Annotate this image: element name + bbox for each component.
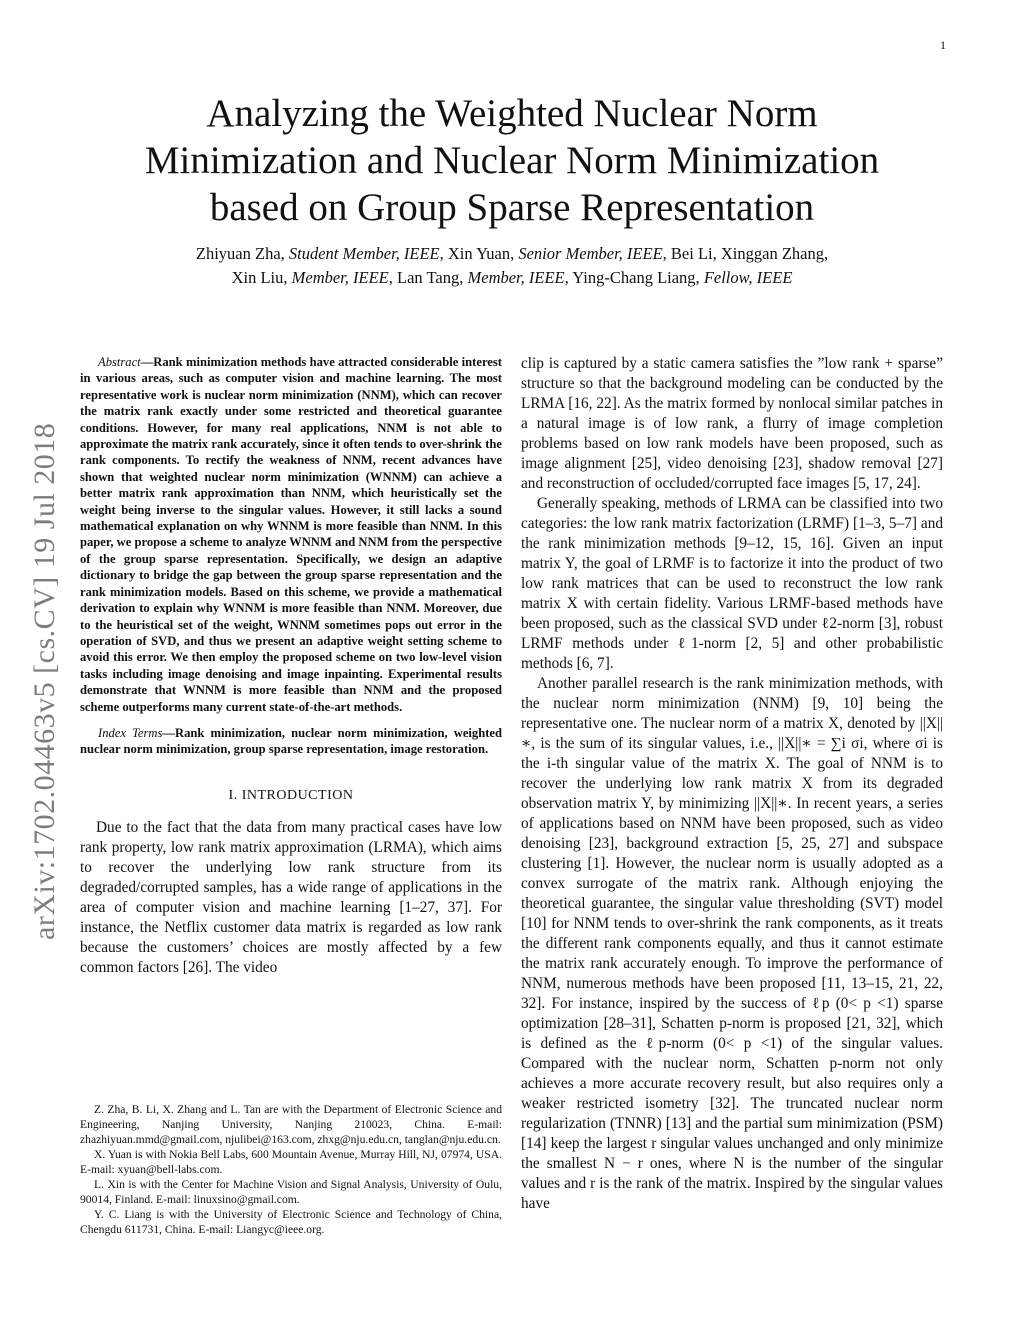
author-affiliation: Student Member, IEEE <box>288 244 440 263</box>
author-line-1 <box>110 242 914 266</box>
author-affiliation: Member, IEEE <box>291 268 389 287</box>
intro-paragraph: Due to the fact that the data from many practical cases have low rank property, low rank matrix approximation (LRMA), which aims to recover the underlying low rank structure from its degraded/corrupted samples, has a wide range of applications in the area of computer vision and machine learning [1–27, 37]. For instance, the Netflix customer data matrix is regarded as low rank because the customers’ choices are mostly affected by a few common factors [26]. The video <box>80 818 502 976</box>
author-line-2 <box>110 266 914 290</box>
author-text: , Xin Yuan, <box>439 244 519 263</box>
left-column <box>80 354 502 978</box>
author-affiliation: Fellow, IEEE <box>703 268 793 287</box>
section-heading: I. INTRODUCTION <box>228 787 354 803</box>
footnote: L. Xin is with the Center for Machine Vision and Signal Analysis, University of Oulu, 90014, Finland. E-mail: linuxsino@gmail.com. <box>80 1178 502 1206</box>
index-terms-text: —Rank minimization, nuclear norm minimization, weighted nuclear norm minimization, group sparse representation, image restoration. <box>80 725 502 757</box>
author-affiliation: Member, IEEE <box>467 268 565 287</box>
body-paragraph: Generally speaking, methods of LRMA can be classified into two categories: the low rank matrix factorization (LRMF) [1–3, 5–7] and the rank minimization methods [9–12, 15, 16]. Given an input matrix Y, the goal of LRMF is to factorize it into the product of two low rank matrices that can be used to reconstruct the low rank matrix X with certain fidelity. Various LRMF-based methods have been proposed, such as the classical SVD under ℓ2-norm [3], robust LRMF methods under ℓ1-norm [2, 5] and other probabilistic methods [6, 7]. <box>521 495 943 672</box>
arxiv-stamp: arXiv:1702.04463v5 [cs.CV] 19 Jul 2018 <box>28 422 61 940</box>
index-terms <box>80 725 502 758</box>
body-paragraph: clip is captured by a static camera satisfies the ”low rank + sparse” structure so that the background modeling can be conducted by the LRMA [16, 22]. As the matrix formed by nonlocal similar patches in a natural image is of low rank, a flurry of image completion problems based on low rank models have been proposed, such as image alignment [25], video denoising [23], shadow removal [27] and reconstruction of occluded/corrupted face images [5, 17, 24]. <box>521 355 943 492</box>
footnotes <box>80 1102 502 1237</box>
author-text: , Bei Li, Xinggan Zhang, <box>662 244 829 263</box>
page-number: 1 <box>940 38 946 52</box>
right-column <box>521 354 943 1214</box>
footnote: Y. C. Liang is with the University of Electronic Science and Technology of China, Chengdu 611731, China. E-mail: Liangyc@ieee.org. <box>80 1208 502 1236</box>
author-text: , Lan Tang, <box>388 268 468 287</box>
author-affiliation: Senior Member, IEEE <box>518 244 663 263</box>
index-terms-label: Index Terms <box>98 725 163 740</box>
body-paragraph: Another parallel research is the rank minimization methods, with the nuclear norm minimization (NNM) [9, 10] being the representative one. The nuclear norm of a matrix X, denoted by ||X||∗, is the sum of its singular values, i.e., ||X||∗ = ∑i σi, where σi is the i-th singular value of the matrix X. The goal of NNM is to recover the underlying low rank matrix X from its degraded observation matrix Y, by minimizing ||X||∗. In recent years, a series of applications based on NNM have been proposed, such as video denoising [23], background extraction [5, 25, 27] and subspace clustering [1]. However, the nuclear norm is usually adopted as a convex surrogate of the matrix rank. Although enjoying the theoretical guarantee, the singular value thresholding (SVT) model [10] for NNM tends to over-shrink the rank components, as it treats the different rank components equally, and thus it cannot estimate the matrix rank accurately enough. To improve the performance of NNM, numerous methods have been proposed [11, 13–15, 21, 22, 32]. For instance, inspired by the success of ℓp (0< p <1) sparse optimization [28–31], Schatten p-norm is proposed [21, 32], which is defined as the ℓp-norm (0< p <1) of the singular values. Compared with the nuclear norm, Schatten p-norm not only achieves a more accurate recovery result, but also requires only a weaker restricted isometry [32]. The truncated nuclear norm regularization (TNNR) [13] and the partial sum minimization (PSM) [14] keep the largest r singular values unchanged and only minimize the smallest N − r ones, where N is the number of the singular values and r is the rank of the matrix. Inspired by the singular values have <box>521 675 943 1212</box>
author-text: Xin Liu, <box>231 268 292 287</box>
author-list <box>110 242 914 290</box>
abstract <box>80 354 502 715</box>
author-text: , Ying-Chang Liang, <box>564 268 704 287</box>
footnote: X. Yuan is with Nokia Bell Labs, 600 Mountain Avenue, Murray Hill, NJ, 07974, USA. E-mail: xyuan@bell-labs.com. <box>80 1148 502 1176</box>
abstract-text: —Rank minimization methods have attracted considerable interest in various areas, such as computer vision and machine learning. The most representative work is nuclear norm minimization (NNM), which can recover the matrix rank exactly under some restricted and theoretical guarantee conditions. However, for many real applications, NNM is not able to approximate the matrix rank accurately, since it often tends to over-shrink the rank components. To rectify the weakness of NNM, recent advances have shown that weighted nuclear norm minimization (WNNM) can achieve a better matrix rank approximation than NNM, which heuristically set the weight being inverse to the singular values. However, it still lacks a sound mathematical explanation on why WNNM is more feasible than NNM. In this paper, we propose a scheme to analyze WNNM and NNM from the perspective of the group sparse representation. Specifically, we design an adaptive dictionary to bridge the gap between the group sparse representation and the rank minimization models. Based on this scheme, we provide a mathematical derivation to explain why WNNM is more feasible than NNM. Moreover, due to the heuristical set of the weight, WNNM sometimes pops out error in the operation of SVD, and thus we present an adaptive weight setting scheme to avoid this error. We then employ the proposed scheme on two low-level vision tasks including image denoising and image inpainting. Experimental results demonstrate that WNNM is more feasible than NNM and the proposed scheme outperforms many current state-of-the-art methods. <box>80 355 502 714</box>
paper-title: Analyzing the Weighted Nuclear Norm Minimization and Nuclear Norm Minimization based on Group Sparse Representation <box>144 92 880 229</box>
abstract-label: Abstract <box>98 355 141 369</box>
footnote: Z. Zha, B. Li, X. Zhang and L. Tan are with the Department of Electronic Science and Engineering, Nanjing University, Nanjing 210023, China. E-mail: zhazhiyuan.mmd@gmail.com, njulibei@163.com, zhxg@nju.edu.cn, tanglan@nju.edu.cn. <box>80 1103 502 1146</box>
author-text: Zhiyuan Zha, <box>195 244 289 263</box>
